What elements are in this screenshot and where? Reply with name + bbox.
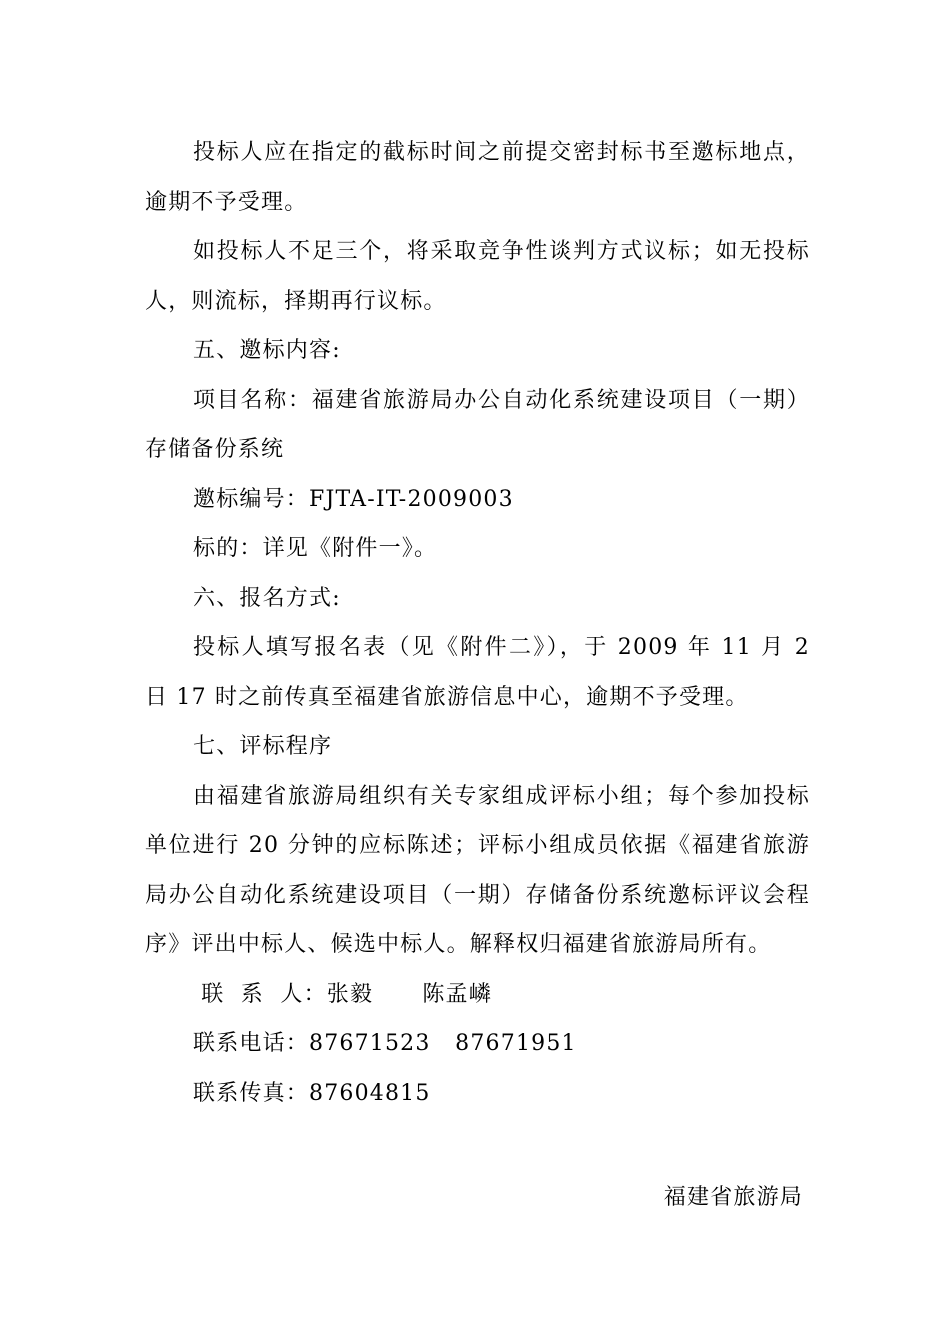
document-body [145,128,810,1118]
paragraph-bidder-count: 如投标人不足三个，将采取竞争性谈判方式议标；如无投标人，则流标，择期再行议标。 [145,239,810,314]
paragraph-evaluation: 由福建省旅游局组织有关专家组成评标小组；每个参加投标单位进行 20 分钟的应标陈述；评标小组成员依据《福建省旅游局办公自动化系统建设项目（一期）存储备份系统邀标评议会程序》评出中标人、候选中标人。解释权归福建省旅游局所有。 [145,783,810,957]
paragraph-registration: 投标人填写报名表（见《附件二》），于 2009 年 11 月 2 日 17 时之前传真至福建省旅游信息中心，逾期不予受理。 [145,635,810,710]
section-heading-registration: 六、报名方式: [193,585,341,611]
paragraph-project-name: 项目名称：福建省旅游局办公自动化系统建设项目（一期）存储备份系统 [145,387,810,462]
contact-phone: 联系电话：87671523 87671951 [193,1031,577,1056]
paragraph-subject: 标的：详见《附件一》。 [193,536,438,561]
issuer-signature: 福建省旅游局 [663,1185,803,1210]
paragraph-submission-deadline: 投标人应在指定的截标时间之前提交密封标书至邀标地点，逾期不予受理。 [145,140,810,215]
contact-person: 联 系 人：张毅 陈孟嶙 [193,981,492,1007]
paragraph-project-code: 邀标编号：FJTA-IT-2009003 [193,486,514,512]
section-heading-evaluation: 七、评标程序 [193,734,333,759]
contact-fax: 联系传真：87604815 [193,1080,431,1106]
section-heading-invitation-content: 五、邀标内容: [193,338,341,363]
